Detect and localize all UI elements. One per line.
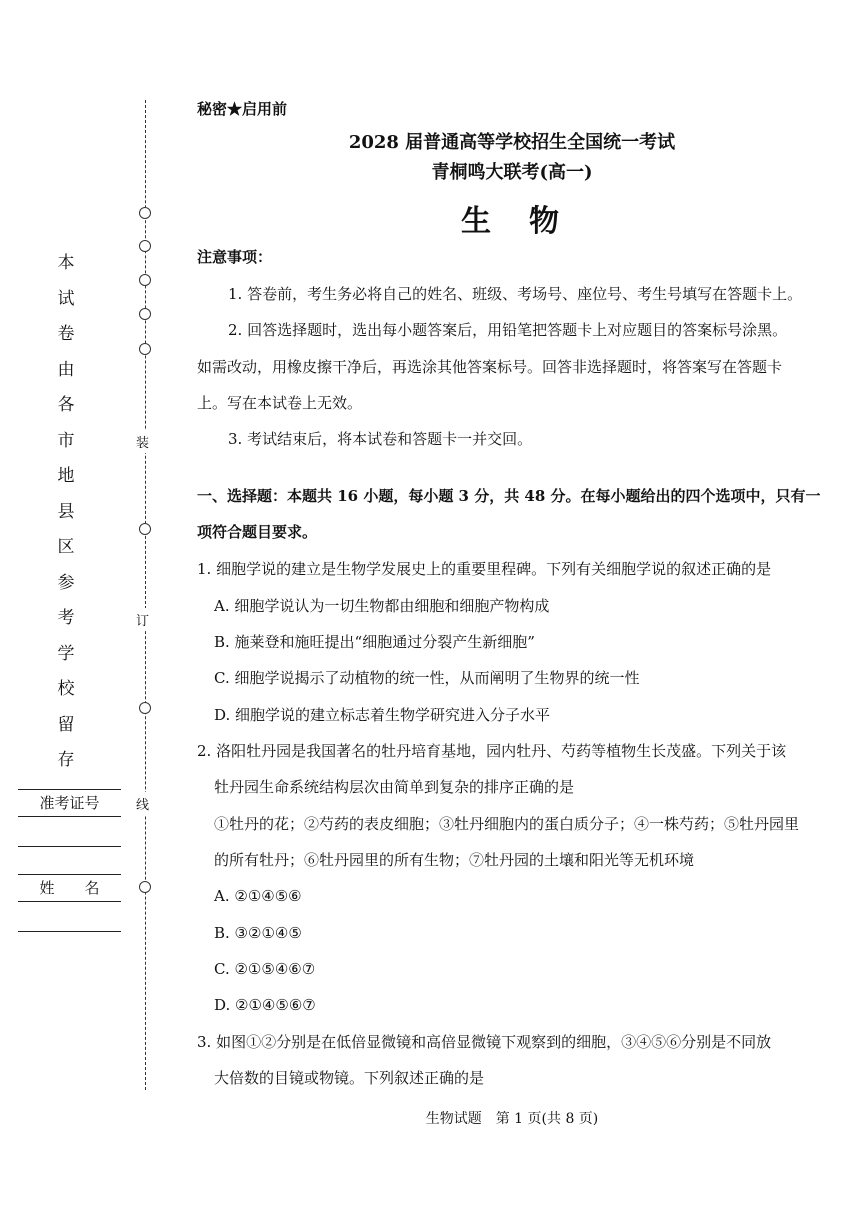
binding-hole [139,702,151,714]
binding-hole [139,308,151,320]
vertical-notice-char: 由 [57,360,75,380]
name-field[interactable] [18,902,121,932]
q2-stem-line-1: 2. 洛阳牡丹园是我国著名的牡丹培育基地，园内牡丹、芍药等植物生长茂盛。下列关于该 [197,742,787,760]
vertical-notice-char: 地 [57,466,75,486]
q1-stem: 1. 细胞学说的建立是生物学发展史上的重要里程碑。下列有关细胞学说的叙述正确的是 [197,560,772,578]
vertical-notice-char: 本 [57,253,75,273]
section-1-heading-cont: 项符合题目要求。 [197,523,318,541]
binding-word-zhuang: 装 [136,430,149,453]
subject-title: 生 物 [461,204,563,239]
vertical-notice-char: 试 [57,289,75,309]
secret-label: 秘密★启用前 [197,100,288,118]
page-footer: 生物试题 第 1 页(共 8 页) [425,1111,599,1127]
q2-option-d: D. ②①④⑤⑥⑦ [214,996,316,1014]
vertical-notice-char: 参 [57,573,75,593]
binding-hole [139,207,151,219]
q1-option-b: B. 施莱登和施旺提出“细胞通过分裂产生新细胞” [214,633,535,651]
vertical-notice-char: 县 [57,502,75,522]
q1-option-d: D. 细胞学说的建立标志着生物学研究进入分子水平 [214,706,551,724]
vertical-notice-char: 卷 [57,324,75,344]
q1-option-c: C. 细胞学说揭示了动植物的统一性，从而阐明了生物界的统一性 [214,669,640,687]
binding-hole [139,343,151,355]
binding-word-xian: 线 [136,792,149,815]
note-3: 3. 考试结束后，将本试卷和答题卡一并交回。 [228,430,533,448]
q1-option-a: A. 细胞学说认为一切生物都由细胞和细胞产物构成 [214,597,550,615]
q2-option-b: B. ③②①④⑤ [214,924,302,942]
q2-stem-line-2: 牡丹园生命系统结构层次由简单到复杂的排序正确的是 [214,778,575,796]
q3-stem-line-1: 3. 如图①②分别是在低倍显微镜和高倍显微镜下观察到的细胞，③④⑤⑥分别是不同放 [197,1033,772,1051]
admission-number-box [18,789,121,847]
vertical-notice-char: 学 [57,644,75,664]
note-2-line-1: 2. 回答选择题时，选出每小题答案后，用铅笔把答题卡上对应题目的答案标号涂黑。 [228,321,788,339]
binding-hole [139,881,151,893]
note-2-line-2: 如需改动，用橡皮擦干净后，再选涂其他答案标号。回答非选择题时，将答案写在答题卡 [197,358,783,376]
q2-option-a: A. ②①④⑤⑥ [214,887,302,905]
vertical-notice-char: 市 [57,431,75,451]
binding-word-ding: 订 [136,608,149,631]
q2-option-c: C. ②①⑤④⑥⑦ [214,960,316,978]
vertical-notice-char: 存 [57,750,75,770]
vertical-notice-char: 区 [57,537,75,557]
q2-items-line-2: 的所有牡丹；⑥牡丹园里的所有生物；⑦牡丹园的土壤和阳光等无机环境 [214,851,695,869]
name-box [18,874,121,932]
section-1-heading: 一、选择题：本题共 16 小题，每小题 3 分，共 48 分。在每小题给出的四个选项中，只有一 [197,487,821,505]
q3-stem-line-2: 大倍数的目镜或物镜。下列叙述正确的是 [214,1069,485,1087]
binding-hole [139,240,151,252]
name-label: 姓 名 [18,875,121,902]
note-1: 1. 答卷前，考生务必将自己的姓名、班级、考场号、座位号、考生号填写在答题卡上。 [228,285,803,303]
vertical-notice-char: 考 [57,608,75,628]
exam-title: 2028 届普通高等学校招生全国统一考试 [348,132,676,153]
notes-title: 注意事项： [197,248,273,266]
note-2-line-3: 上。写在本试卷上无效。 [197,394,363,412]
binding-hole [139,274,151,286]
binding-hole [139,523,151,535]
vertical-notice-char: 校 [57,679,75,699]
vertical-notice-char: 各 [57,395,75,415]
admission-number-label: 准考证号 [18,790,121,817]
vertical-notice-char: 留 [57,715,75,735]
q2-items-line-1: ①牡丹的花；②芍药的表皮细胞；③牡丹细胞内的蛋白质分子；④一株芍药；⑤牡丹园里 [214,815,800,833]
exam-subtitle: 青桐鸣大联考(高一) [431,162,593,183]
admission-number-field[interactable] [18,817,121,847]
